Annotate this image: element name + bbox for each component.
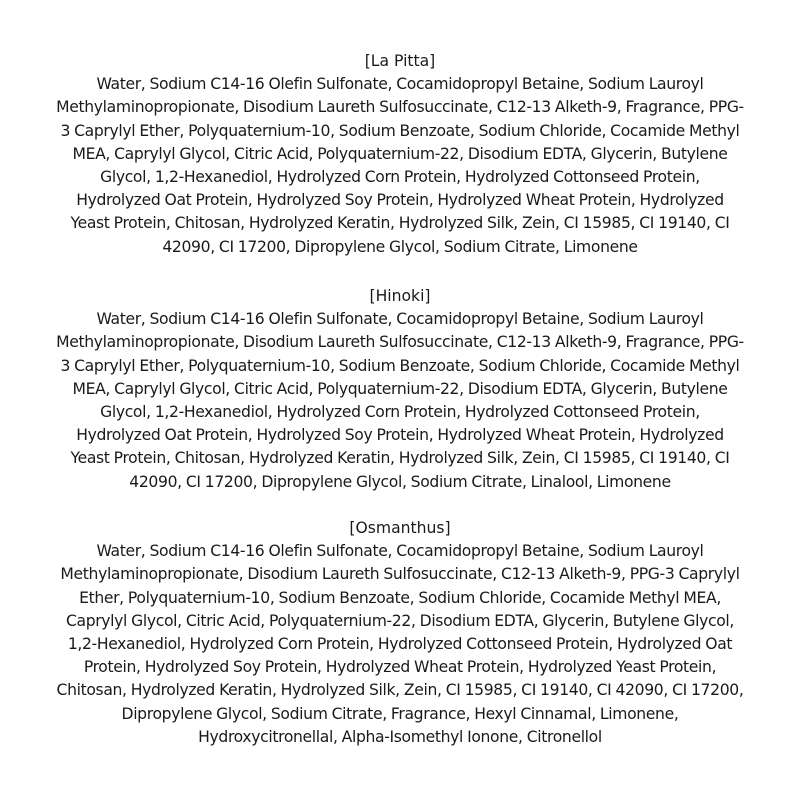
ingredient-line: Water, Sodium C14-16 Olefin Sulfonate, Cocamidopropyl Betaine, Sodium Lauroyl [96, 310, 704, 329]
ingredient-line: Water, Sodium C14-16 Olefin Sulfonate, Cocamidopropyl Betaine, Sodium Lauroyl [96, 542, 704, 561]
ingredient-line: Methylaminopropionate, Disodium Laureth Sulfosuccinate, C12-13 Alketh-9, Fragrance, PPG- [56, 333, 744, 352]
ingredient-line: 42090, CI 17200, Dipropylene Glycol, Sodium Citrate, Linalool, Limonene [129, 472, 671, 491]
section-osmanthus [28, 517, 772, 749]
section-hinoki [28, 285, 772, 494]
ingredient-line: Glycol, 1,2-Hexanediol, Hydrolyzed Corn Protein, Hydrolyzed Cottonseed Protein, [100, 403, 700, 422]
ingredient-list [28, 308, 772, 494]
section-title: [Hinoki] [369, 287, 431, 305]
ingredient-line: Yeast Protein, Chitosan, Hydrolyzed Keratin, Hydrolyzed Silk, Zein, CI 15985, CI 19140, CI [70, 214, 730, 233]
section-title: [Osmanthus] [349, 519, 451, 537]
ingredient-line: Methylaminopropionate, Disodium Laureth Sulfosuccinate, C12-13 Alketh-9, PPG-3 Caprylyl [60, 565, 740, 584]
ingredient-line: Hydroxycitronellal, Alpha-Isomethyl Ionone, Citronellol [198, 727, 602, 746]
ingredient-line: Chitosan, Hydrolyzed Keratin, Hydrolyzed Silk, Zein, CI 15985, CI 19140, CI 42090, CI 17200, [56, 681, 744, 700]
ingredient-line: Hydrolyzed Oat Protein, Hydrolyzed Soy Protein, Hydrolyzed Wheat Protein, Hydrolyzed [76, 426, 724, 445]
ingredient-list [28, 73, 772, 259]
section-la-pitta [28, 50, 772, 259]
ingredient-line: 1,2-Hexanediol, Hydrolyzed Corn Protein, Hydrolyzed Cottonseed Protein, Hydrolyzed Oat [67, 635, 733, 654]
ingredient-line: MEA, Caprylyl Glycol, Citric Acid, Polyquaternium-22, Disodium EDTA, Glycerin, Butylene [72, 379, 728, 398]
ingredient-line: 42090, CI 17200, Dipropylene Glycol, Sodium Citrate, Limonene [162, 237, 638, 256]
ingredient-line: 3 Caprylyl Ether, Polyquaternium-10, Sodium Benzoate, Sodium Chloride, Cocamide Methyl [60, 121, 740, 140]
ingredient-line: Ether, Polyquaternium-10, Sodium Benzoate, Sodium Chloride, Cocamide Methyl MEA, [79, 588, 721, 607]
ingredient-line: 3 Caprylyl Ether, Polyquaternium-10, Sodium Benzoate, Sodium Chloride, Cocamide Methyl [60, 356, 740, 375]
ingredient-line: Dipropylene Glycol, Sodium Citrate, Fragrance, Hexyl Cinnamal, Limonene, [121, 704, 679, 723]
ingredient-line: Hydrolyzed Oat Protein, Hydrolyzed Soy Protein, Hydrolyzed Wheat Protein, Hydrolyzed [76, 191, 724, 210]
ingredient-line: Yeast Protein, Chitosan, Hydrolyzed Keratin, Hydrolyzed Silk, Zein, CI 15985, CI 19140, CI [70, 449, 730, 468]
ingredient-line: Water, Sodium C14-16 Olefin Sulfonate, Cocamidopropyl Betaine, Sodium Lauroyl [96, 75, 704, 94]
ingredient-line: Glycol, 1,2-Hexanediol, Hydrolyzed Corn Protein, Hydrolyzed Cottonseed Protein, [100, 168, 700, 187]
ingredient-line: Protein, Hydrolyzed Soy Protein, Hydrolyzed Wheat Protein, Hydrolyzed Yeast Protein, [83, 658, 717, 677]
ingredient-line: Caprylyl Glycol, Citric Acid, Polyquaternium-22, Disodium EDTA, Glycerin, Butylene Glycol, [65, 611, 735, 630]
ingredient-line: Methylaminopropionate, Disodium Laureth Sulfosuccinate, C12-13 Alketh-9, Fragrance, PPG- [56, 98, 744, 117]
section-title: [La Pitta] [364, 52, 436, 70]
ingredient-list [28, 540, 772, 749]
ingredient-line: MEA, Caprylyl Glycol, Citric Acid, Polyquaternium-22, Disodium EDTA, Glycerin, Butylene [72, 144, 728, 163]
